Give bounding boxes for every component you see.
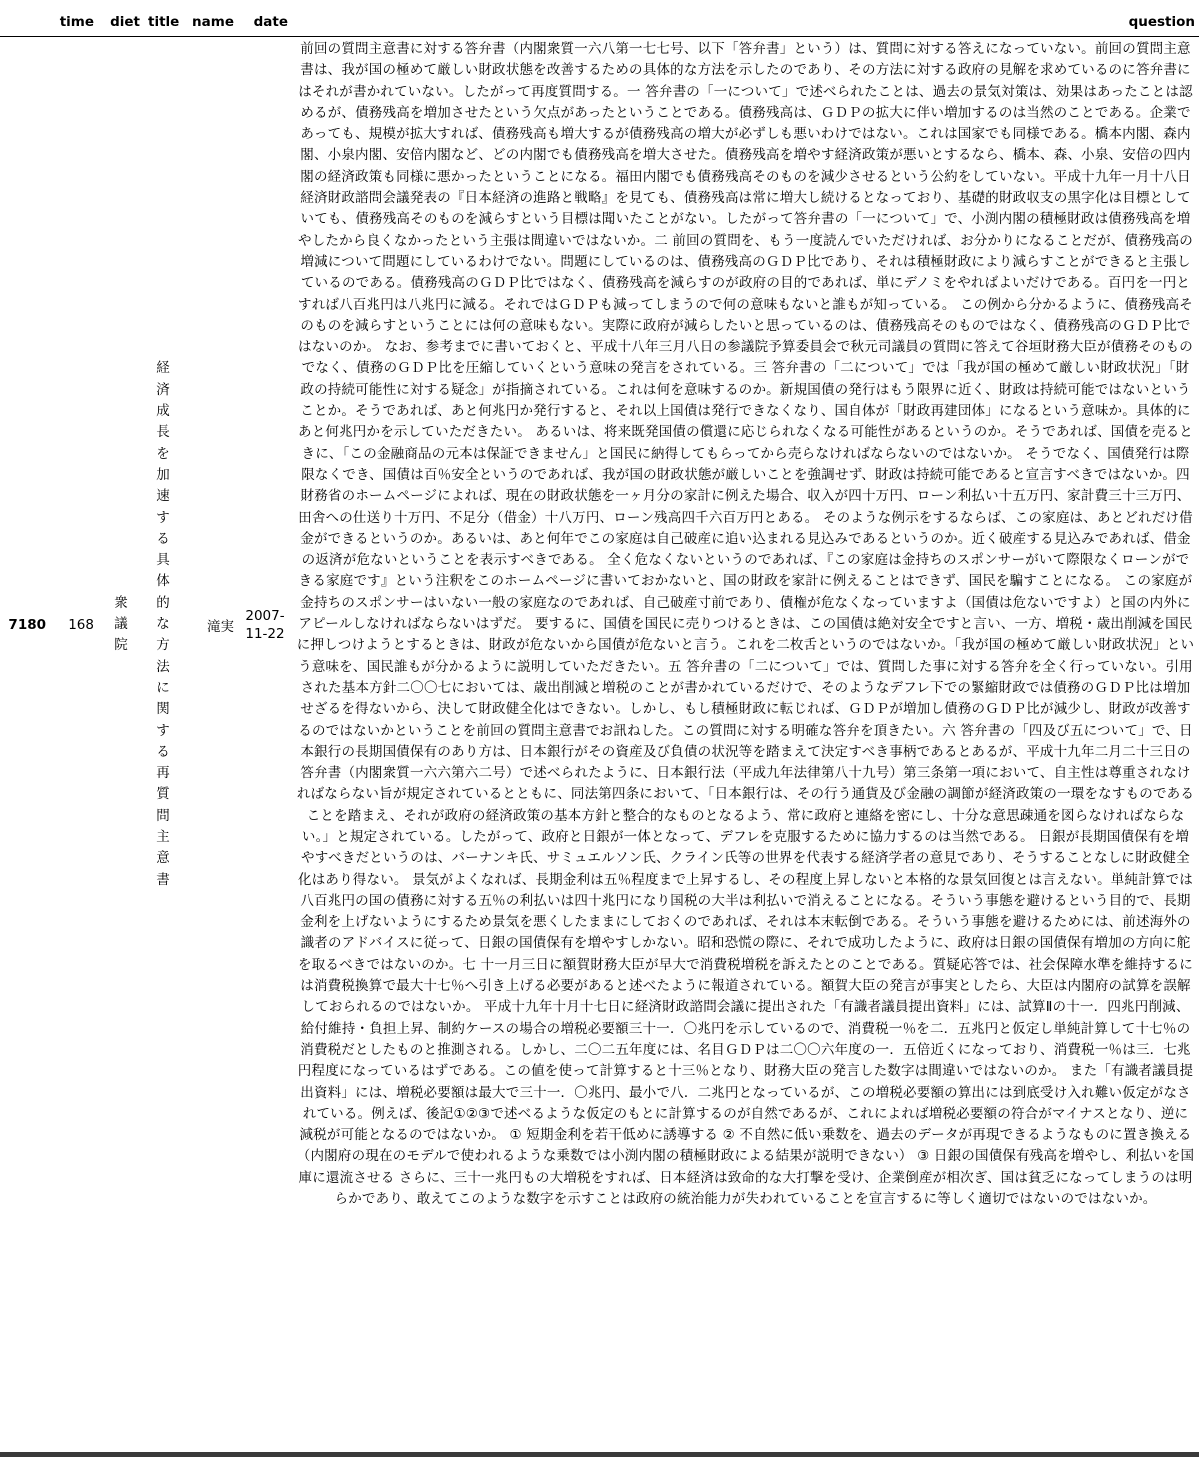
row-index-cell: 7180 [8, 616, 46, 633]
date-text: 2007-11-22 [245, 607, 285, 642]
question-cell: 前回の質問主意書に対する答弁書（内閣衆質一六八第一七七号、以下「答弁書」という）は、質問に対する答えになっていない。前回の質問主意書は、我が国の極めて厳しい財政状態を改善するための具体的な方法を示したのであり、その方法に対する政府の見解を求めているのに答弁書にはそれが書かれていない。したがって再度質問する。一 答弁書の「一について」で述べられたことは、過去の景気対策は、効果はあったことは認めるが、債務残高を増加させたという欠点があったということである。債務残高は、ＧＤＰの拡大に伴い増加するのは当然のことである。企業であっても、規模が拡大すれば、債務残高も増大するが債務残高の増大が必ずしも悪いわけではない。これは国家でも同様である。橋本内閣、森内閣、小泉内閣、安倍内閣など、どの内閣でも債務残高を増大させた。債務残高を増やす経済政策が悪いとするなら、橋本、森、小泉、安倍の四内閣の経済政策も同様に悪かったということになる。福田内閣でも債務残高そのものを減少させるという公約をしていない。平成十九年一月十八日経済財政諮問会議発表の『日本経済の進路と戦略』を見ても、債務残高は常に増大し続けるとなっており、基礎的財政収支の黒字化は目標としていても、債務残高そのものを減らすという目標は聞いたことがない。したがって答弁書の「一について」で、小渕内閣の積極財政は債務残高を増やしたから良くなかったという主張は間違いではないか。二 前回の質問を、もう一度読んでいただければ、お分かりになることだが、債務残高の増減について問題にしているわけでない。問題にしているのは、債務残高のＧＤＰ比であり、それは積極財政により減らすことができると主張しているのである。債務残高のＧＤＰ比ではなく、債務残高を減らすのが政府の目的であれば、単にデノミをやればよいだけである。百円を一円とすれば八百兆円は八兆円に減る。それではＧＤＰも減ってしまうので何の意味もないと誰もが知っている。 この例から分かるように、債務残高そのものを減らすということには何の意味もない。実際に政府が減らしたいと思っているのは、債務残高そのものではなく、債務残高のＧＤＰ比ではないのか。 なお、参考までに書いておくと、平成十八年三月八日の参議院予算委員会で秋元司議員の質問に答えて谷垣財務大臣が債務そのものでなく、債務のＧＤＰ比を圧縮していくという意味の発言をされている。三 答弁書の「二について」では「我が国の極めて厳しい財政状況」「財政の持続可能性に対する疑念」が指摘されている。これは何を意味するのか。新規国債の発行はもう限界に近く、財政は持続可能ではないということか。そうであれば、あと何兆円か発行すると、それ以上国債は発行できなくなり、国自体が「財政再建団体」になるという意味か。具体的にあと何兆円かを示していただきたい。 あるいは、将来既発国債の償還に応じられなくなる可能性があるというのか。そうであれば、国債を売るときに、「この金融商品の元本は保証できません」と国民に納得してもらってから売らなければならないのではないか。 そうでなく、国債発行は際限なくでき、国債は百％安全というのであれば、我が国の財政状態が厳しいことを強調せず、財政は持続可能であると宣言すべきではないか。四 財務省のホームページによれば、現在の財政状態を一ヶ月分の家計に例えた場合、収入が四十万円、ローン利払い十五万円、家計費三十三万円、田舎への仕送り十万円、不足分（借金）十八万円、ローン残高四千六百万円とある。 そのような例示をするならば、この家庭は、あとどれだけ借金ができるというのか。あるいは、あと何年でこの家庭は自己破産に追い込まれる見込みであるというのか。近く破産する見込みであれば、借金の返済が危ないということを表示すべきである。 全く危なくないというのであれば、『この家庭は金持ちのスポンサーがいて際限なくローンができる家庭です』という注釈をこのホームページに書いておかないと、国の財政を家計に例えることはできず、国民を騙すことになる。 この家庭が金持ちのスポンサーはいない一般の家庭なのであれば、自己破産寸前であり、債権が危なくなっていますよ（国債は危ないですよ）と国の内外にアピールしなければならないはずだ。 要するに、国債を国民に売りつけるときは、この国債は絶対安全ですと言い、一方、増税・歳出削減を国民に押しつけようとするときは、財政が危ないから国債が危ないと言う。これを二枚舌というのではないか。「我が国の極めて厳しい財政状況」という意味を、国民誰もが分かるように説明していただきたい。五 答弁書の「二について」では、質問した事に対する答弁を全く行っていない。引用された基本方針二〇〇七においては、歳出削減と増税のことが書かれているだけで、そのようなデフレ下での緊縮財政では債務のＧＤＰ比は増加せざるを得ないから、決して財政健全化はできない。しかし、もし積極財政に転じれば、ＧＤＰが増加し債務のＧＤＰ比が減少し、財政が改善するのではないかということを前回の質問主意書でお訊ねした。この質問に対する明確な答弁を頂きたい。六 答弁書の「四及び五について」で、日本銀行の長期国債保有のあり方は、日本銀行がその資産及び負債の状況等を踏まえて決定すべき事柄であるとあるが、平成十九年二月二十三日の答弁書（内閣衆質一六六第六二号）で述べられたように、日本銀行法（平成九年法律第八十九号）第三条第一項において、自主性は尊重されなければならない旨が規定されているとともに、同法第四条において、「日本銀行は、その行う通貨及び金融の調節が経済政策の一環をなすものであることを踏まえ、それが政府の経済政策の基本方針と整合的なものとなるよう、常に政府と連絡を密にし、十分な意思疎通を図らなければならない。」と規定されている。したがって、政府と日銀が一体となって、デフレを克服するために協力するのは当然である。 日銀が長期国債保有を増やすべきだというのは、バーナンキ氏、サミュエルソン氏、クライン氏等の世界を代表する経済学者の意見であり、そうすることなしに財政健全化はあり得ない。 景気がよくなれば、長期金利は五％程度まで上昇するし、その程度上昇しないと本格的な景気回復とは言えない。単純計算では八百兆円の国の債務に対する五％の利払いは四十兆円になり国税の大半は利払いで消えることになる。そういう事態を避けるという目的で、長期金利を上げないようにするため景気を悪くしたままにしておくのであれば、それは本末転倒である。そういう事態を避けるためには、前述海外の識者のアドバイスに従って、日銀の国債保有を増やすしかない。昭和恐慌の際に、それで成功したように、政府は日銀の国債保有増加の方向に舵を取るべきではないのか。七 十一月三日に額賀財務大臣が早大で消費税増税を訴えたとのことである。質疑応答では、社会保障水準を維持するには消費税換算で最大十七％へ引き上げる必要があると述べたように報道されている。額賀大臣の発言が事実としたら、大臣は内閣府の試算を誤解しておられるのではないか。 平成十九年十月十七日に経済財政諮問会議に提出された「有識者議員提出資料」には、試算Ⅱの十一．四兆円削減、給付維持・負担上昇、制約ケースの場合の増税必要額三十一．〇兆円を示しているので、消費税一％を二．五兆円と仮定し単純計算して十七％の消費税だとしたものと推測される。しかし、二〇二五年度には、名目ＧＤＰは二〇〇六年度の一．五倍近くになっており、消費税一％は三．七兆円程度になっているはずである。この値を使って計算すると十三％となり、財務大臣の発言した数字は間違いではないのか。 また「有識者議員提出資料」には、増税必要額は最大で三十一．〇兆円、最小で八．二兆円となっているが、この増税必要額の算出には到底受け入れ難い仮定がなされている。例えば、後記①②③で述べるような仮定のもとに計算するのが自然であるが、これによれば増税必要額の符合がマイナスとなり、逆に減税が可能となるのではないか。 ① 短期金利を若干低めに誘導する ② 不自然に低い乗数を、過去のデータが再現できるようなものに置き換える（内閣府の現在のモデルで使われるような乗数では小渕内閣の積極財政による結果が説明できない） ③ 日銀の国債保有残高を増やし、利払いを国庫に還流させる さらに、三十一兆円もの大増税をすれば、日本経済は致命的な大打撃を受け、企業倒産が相次ぎ、国は貧乏になってしまうのは明らかであり、敢えてこのような数字を示すことは政府の統治能力が失われていることを宣言するに等しく適切ではないのではないか。 [296, 41, 1195, 1208]
table-header [0, 0, 1199, 37]
horizontal-scrollbar[interactable] [0, 1452, 1199, 1457]
column-header-name: name [182, 0, 238, 37]
column-header-index [0, 0, 50, 37]
column-header-title: title [144, 0, 182, 37]
title-text: 経済成長を加速する具体的な方法に関する再質問主意書 [156, 360, 170, 888]
name-cell: 滝実 [207, 618, 234, 635]
header-row [0, 0, 1199, 37]
table-body [0, 37, 1199, 1213]
date-cell [238, 37, 292, 1213]
column-header-time: time [50, 0, 98, 37]
time-cell: 168 [68, 616, 94, 633]
column-header-date: date [238, 0, 292, 37]
title-cell [144, 37, 182, 1213]
diet-text: 衆議院 [114, 594, 128, 654]
diet-cell [98, 37, 144, 1213]
column-header-diet: diet [98, 0, 144, 37]
column-header-question: question [292, 0, 1199, 37]
table-row [0, 37, 1199, 1213]
